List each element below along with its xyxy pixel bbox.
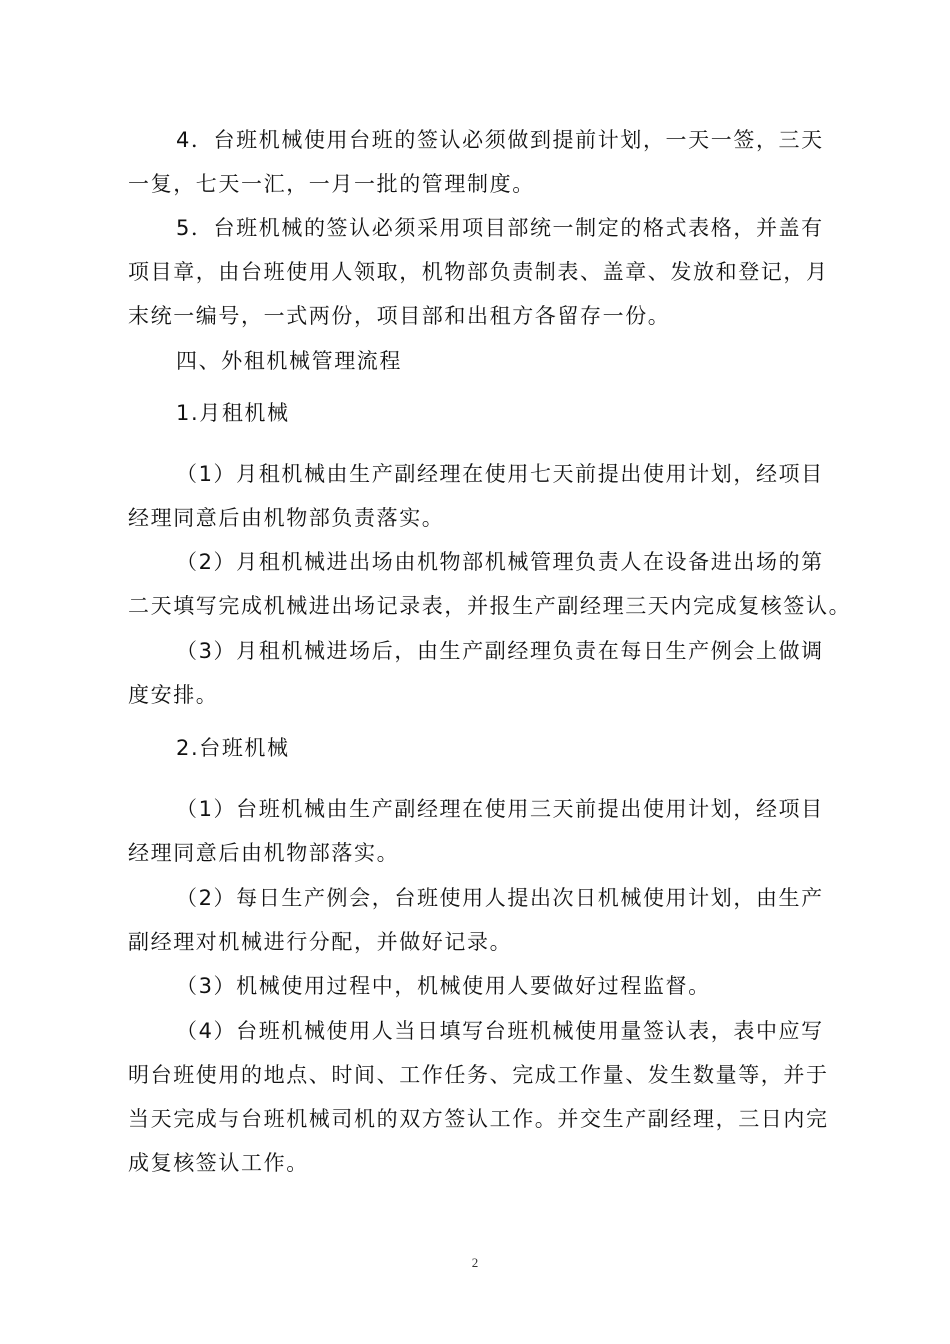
text-line: 4．台班机械使用台班的签认必须做到提前计划，一天一签，三天 xyxy=(176,128,824,152)
item-4-paragraph xyxy=(128,118,848,206)
text-line: 二天填写完成机械进出场记录表，并报生产副经理三天内完成复核签认。 xyxy=(128,594,852,618)
text-line: 5．台班机械的签认必须采用项目部统一制定的格式表格，并盖有 xyxy=(176,216,824,240)
text-line: 度安排。 xyxy=(128,683,219,707)
text-line: 成复核签认工作。 xyxy=(128,1151,309,1175)
item-5-paragraph xyxy=(128,206,848,338)
text-line: （1）台班机械由生产副经理在使用三天前提出使用计划，经项目 xyxy=(176,797,824,821)
text-line: 明台班使用的地点、时间、工作任务、完成工作量、发生数量等，并于 xyxy=(128,1063,829,1087)
text-line: （3）机械使用过程中，机械使用人要做好过程监督。 xyxy=(176,974,711,998)
section-4-heading xyxy=(128,339,848,383)
text-line: （2）月租机械进出场由机物部机械管理负责人在设备进出场的第 xyxy=(176,550,824,574)
sub1-item-1 xyxy=(128,452,848,540)
sub2-item-4 xyxy=(128,1009,848,1185)
text-line: （3）月租机械进场后，由生产副经理负责在每日生产例会上做调 xyxy=(176,639,824,663)
sub1-item-2 xyxy=(128,540,852,628)
text-line: 一复，七天一汇，一月一批的管理制度。 xyxy=(128,172,535,196)
text-line: （2）每日生产例会，台班使用人提出次日机械使用计划，由生产 xyxy=(176,886,824,910)
sub2-item-3 xyxy=(128,964,848,1008)
text-line: （4）台班机械使用人当日填写台班机械使用量签认表，表中应写 xyxy=(176,1019,824,1043)
text-line: 项目章，由台班使用人领取，机物部负责制表、盖章、发放和登记，月 xyxy=(128,260,829,284)
heading-text: 2.台班机械 xyxy=(176,736,290,760)
subsection-1-heading xyxy=(128,391,848,435)
sub1-item-3 xyxy=(128,629,848,717)
text-line: 末统一编号，一式两份，项目部和出租方各留存一份。 xyxy=(128,304,671,328)
heading-text: 1.月租机械 xyxy=(176,401,290,425)
heading-text: 四、外租机械管理流程 xyxy=(176,349,402,373)
text-line: （1）月租机械由生产副经理在使用七天前提出使用计划，经项目 xyxy=(176,462,824,486)
text-line: 副经理对机械进行分配，并做好记录。 xyxy=(128,930,513,954)
page-number: 2 xyxy=(471,1255,479,1270)
text-line: 当天完成与台班机械司机的双方签认工作。并交生产副经理，三日内完 xyxy=(128,1107,829,1131)
text-line: 经理同意后由机物部落实。 xyxy=(128,841,400,865)
text-line: 经理同意后由机物部负责落实。 xyxy=(128,506,445,530)
sub2-item-1 xyxy=(128,787,848,875)
sub2-item-2 xyxy=(128,876,848,964)
subsection-2-heading xyxy=(128,726,848,770)
